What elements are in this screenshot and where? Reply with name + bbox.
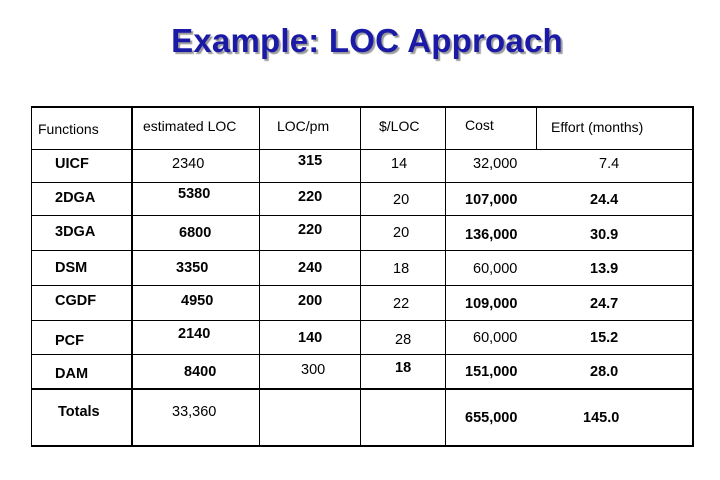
cell-cost: 136,000 [465,227,518,243]
table-border-right [692,106,694,447]
cell-function: CGDF [55,293,97,309]
cell-function: 3DGA [55,224,96,240]
totals-estimated-loc: 33,360 [172,404,217,420]
cell-cost-per-loc: 18 [393,261,410,277]
cell-effort: 15.2 [590,330,619,346]
cell-function: DAM [55,366,89,382]
cell-cost: 109,000 [465,296,518,312]
row-divider-totals [31,388,693,390]
cell-effort: 24.4 [590,192,619,208]
header-functions: Functions [38,121,99,137]
cell-loc-pm: 240 [298,260,323,276]
row-divider [31,215,693,216]
cell-estimated-loc: 4950 [181,293,214,309]
cell-cost: 107,000 [465,192,518,208]
header-effort: Effort (months) [551,119,644,135]
column-divider [360,106,361,445]
row-divider [31,182,693,183]
row-divider [31,320,693,321]
cell-function: 2DGA [55,190,96,206]
header-cost: Cost [465,117,494,133]
cell-function: DSM [55,260,88,276]
cell-function: UICF [55,156,89,172]
totals-cost: 655,000 [465,410,518,426]
cell-estimated-loc: 5380 [178,186,211,202]
slide-title: Example: LOC Approach [171,22,563,59]
cell-effort: 30.9 [590,227,619,243]
cell-effort: 13.9 [590,261,619,277]
column-divider [131,106,133,445]
cell-loc-pm: 220 [298,222,323,238]
header-loc-pm: LOC/pm [277,118,330,134]
cell-estimated-loc: 3350 [176,260,209,276]
cell-loc-pm: 300 [301,362,326,378]
totals-effort: 145.0 [583,410,620,426]
cell-cost: 151,000 [465,364,518,380]
cell-cost-per-loc: 14 [391,156,408,172]
table-border-left [31,106,32,447]
cell-effort: 7.4 [599,156,620,172]
cell-estimated-loc: 2140 [178,326,211,342]
column-divider [536,106,537,150]
row-divider [31,149,693,150]
totals-label: Totals [58,404,100,420]
cell-cost: 60,000 [473,330,518,346]
table-border-bottom [31,445,694,447]
cell-cost-per-loc: 20 [393,192,410,208]
column-divider [445,106,446,445]
cell-effort: 24.7 [590,296,619,312]
column-divider [259,106,260,445]
cell-effort: 28.0 [590,364,619,380]
row-divider [31,354,693,355]
cell-loc-pm: 140 [298,330,323,346]
cell-cost-per-loc: 18 [395,360,412,376]
cell-cost-per-loc: 20 [393,225,410,241]
row-divider [31,250,693,251]
cell-estimated-loc: 2340 [172,156,205,172]
cell-cost-per-loc: 22 [393,296,410,312]
cell-loc-pm: 220 [298,189,323,205]
cell-cost-per-loc: 28 [395,332,412,348]
cell-function: PCF [55,333,84,349]
cell-loc-pm: 315 [298,153,323,169]
cell-estimated-loc: 8400 [184,364,217,380]
cell-cost: 60,000 [473,261,518,277]
cell-estimated-loc: 6800 [179,225,212,241]
header-estimated-loc: estimated LOC [143,118,237,134]
cell-cost: 32,000 [473,156,518,172]
row-divider [31,285,693,286]
cell-loc-pm: 200 [298,293,323,309]
header-cost-per-loc: $/LOC [379,118,420,134]
